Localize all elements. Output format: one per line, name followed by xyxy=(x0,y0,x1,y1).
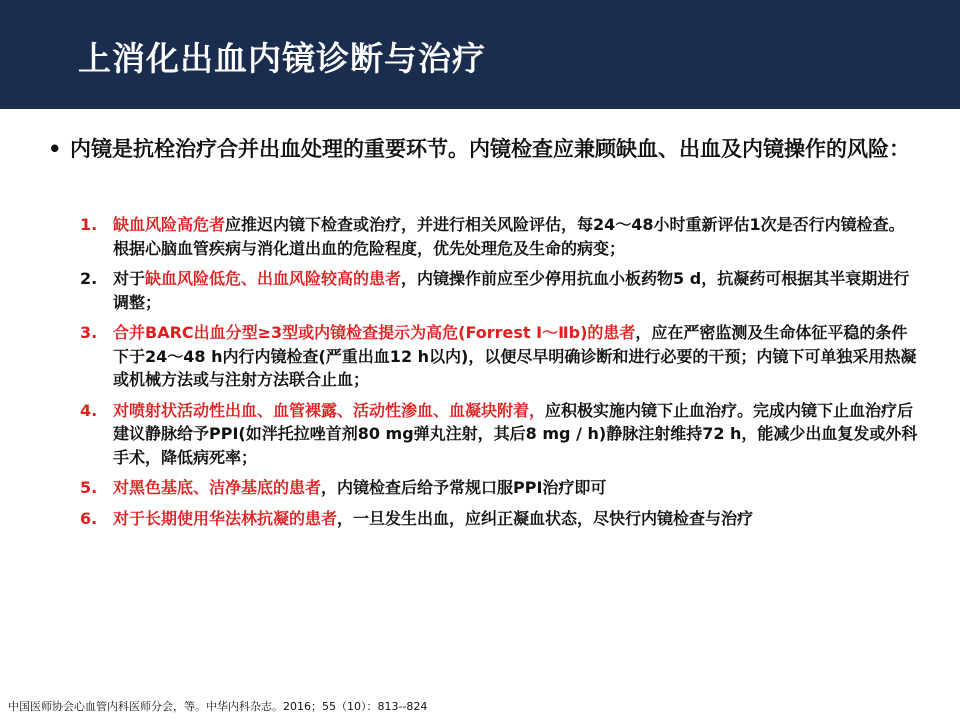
item-number: 1. xyxy=(80,215,98,234)
item-highlight: 合并BARC出血分型≥3型或内镜检查提示为高危(Forrest Ⅰ～Ⅱb)的患者 xyxy=(113,323,636,342)
title-bar xyxy=(0,0,960,109)
list-item xyxy=(80,399,920,470)
item-number: 4. xyxy=(80,400,98,420)
item-highlight: 缺血风险低危、出血风险较高的患者 xyxy=(145,269,402,288)
item-body: ，一旦发生出血，应纠正凝血状态，尽快行内镜检查与治疗 xyxy=(337,508,754,528)
item-highlight: 对于长期使用华法林抗凝的患者 xyxy=(113,508,338,528)
item-body: ，内镜检查后给予常规口服PPI治疗即可 xyxy=(321,478,607,497)
item-highlight: 对黑色基底、洁净基底的患者 xyxy=(113,478,322,497)
item-text xyxy=(113,507,920,531)
list-item xyxy=(80,267,920,314)
item-body: ，应在严密监测及生命体征平稳的条件下于24～48 h内行内镜检查(严重出血12 h以内)，以便尽早明确诊断和进行必要的干预；内镜下可单独采用热凝或机械方法或与注射方法联合止血； xyxy=(113,323,917,389)
item-text xyxy=(113,213,920,260)
item-text xyxy=(113,399,920,470)
item-prefix: 对于 xyxy=(113,269,146,288)
item-highlight: 缺血风险高危者 xyxy=(113,215,226,234)
item-text xyxy=(113,267,920,314)
list-item xyxy=(80,476,920,500)
numbered-list xyxy=(80,213,920,537)
item-text xyxy=(113,476,920,500)
list-item xyxy=(80,507,920,531)
item-number: 6. xyxy=(80,508,98,528)
list-item xyxy=(80,213,920,260)
item-text xyxy=(113,321,920,392)
bullet-dot: • xyxy=(48,137,62,161)
item-body: ，内镜操作前应至少停用抗血小板药物5 d，抗凝药可根据其半衰期进行调整； xyxy=(113,269,910,312)
item-number: 5. xyxy=(80,478,98,497)
item-highlight: 对喷射状活动性出血、血管裸露、活动性渗血、血凝块附着， xyxy=(113,400,546,420)
lead-bullet-row xyxy=(48,134,918,164)
item-number: 2. xyxy=(80,269,98,288)
item-body: 应推迟内镜下检查或治疗，并进行相关风险评估，每24～48小时重新评估1次是否行内镜检查。根据心脑血管疾病与消化道出血的危险程度，优先处理危及生命的病变； xyxy=(113,215,905,258)
slide-title: 上消化出血内镜诊断与治疗 xyxy=(78,39,486,78)
item-number: 3. xyxy=(80,323,98,342)
lead-text: 内镜是抗栓治疗合并出血处理的重要环节。内镜检查应兼顾缺血、出血及内镜操作的风险： xyxy=(70,137,910,161)
list-item xyxy=(80,321,920,392)
item-body: 应积极实施内镜下止血治疗。完成内镜下止血治疗后建议静脉给予PPI(如泮托拉唑首剂80 mg弹丸注射，其后8 mg / h)静脉注射维持72 h，能减少出血复发或外科手术，降低病死率； xyxy=(113,400,918,467)
citation-footer: 中国医师协会心血管内科医师分会，等。中华内科杂志。2016；55（10）：813--824 xyxy=(8,700,428,713)
